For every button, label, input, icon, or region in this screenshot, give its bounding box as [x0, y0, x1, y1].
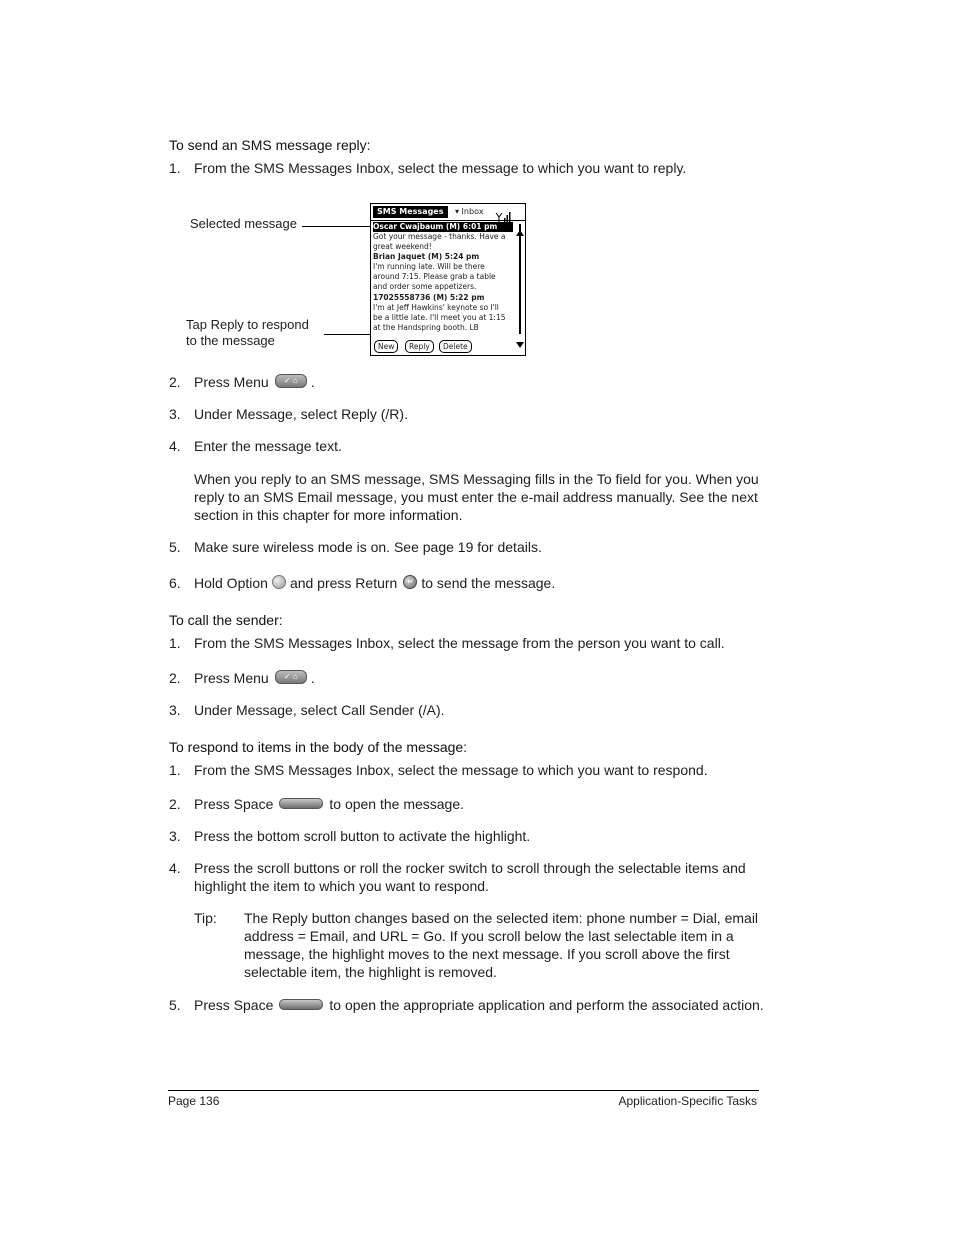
- callout-tap-reply: Tap Reply to respond to the message: [186, 317, 309, 348]
- step-text-post: .: [310, 374, 315, 390]
- step-text: Press the scroll buttons or roll the rocker switch to scroll through the selectable items and highlight the item to which you want to respond.: [194, 860, 746, 894]
- step-number: 4.: [169, 860, 181, 876]
- screen-title: SMS Messages: [373, 206, 448, 218]
- footer-rule: [168, 1090, 759, 1091]
- step-number: 4.: [169, 438, 181, 454]
- step-text: Press the bottom scroll button to activate the highlight.: [194, 828, 531, 844]
- reply-button[interactable]: Reply: [405, 340, 434, 353]
- step-text-pre: Press Space: [194, 796, 274, 812]
- step-text-post: to open the message.: [329, 796, 465, 812]
- step-number: 1.: [169, 160, 181, 176]
- step-text: From the SMS Messages Inbox, select the message to which you want to reply.: [194, 160, 687, 176]
- section-heading-send-reply: To send an SMS message reply:: [169, 137, 371, 153]
- space-key-icon: [279, 798, 323, 809]
- step-text: [194, 373, 315, 391]
- message-line: at the Handspring booth. LB: [373, 323, 479, 332]
- callout-selected-message: Selected message: [190, 216, 297, 231]
- option-key-icon: [272, 575, 286, 589]
- message-header[interactable]: 17025558736 (M) 5:22 pm: [373, 293, 485, 302]
- chapter-title: Application-Specific Tasks: [618, 1094, 757, 1108]
- step-text-mid: and press Return: [289, 575, 398, 591]
- step-text-post: to send the message.: [421, 575, 556, 591]
- message-line: be a little late. I'll meet you at 1:15: [373, 313, 506, 322]
- step-number: 6.: [169, 575, 181, 591]
- step-number: 2.: [169, 670, 181, 686]
- space-key-icon: [279, 999, 323, 1010]
- section-heading-call-sender: To call the sender:: [169, 612, 283, 628]
- tip-label: Tip:: [194, 910, 217, 926]
- scrollbar[interactable]: [519, 224, 521, 334]
- step-text: Under Message, select Reply (/R).: [194, 406, 408, 422]
- message-line: great weekend!: [373, 242, 432, 251]
- inbox-category-picker[interactable]: ▾ Inbox: [455, 207, 484, 216]
- step-text-post: to open the appropriate application and perform the associated action.: [329, 997, 764, 1013]
- step-text: [194, 996, 769, 1014]
- page-number: Page 136: [168, 1094, 220, 1108]
- message-line: I'm at Jeff Hawkins' keynote so I'll: [373, 303, 499, 312]
- step-text: Enter the message text.: [194, 438, 342, 454]
- step-number: 3.: [169, 702, 181, 718]
- step-text: Make sure wireless mode is on. See page 19 for details.: [194, 539, 542, 555]
- step-text-pre: Press Space: [194, 997, 274, 1013]
- new-button[interactable]: New: [374, 340, 398, 353]
- step-number: 5.: [169, 997, 181, 1013]
- step-paragraph: When you reply to an SMS message, SMS Messaging fills in the To field for you. When you reply to an SMS Email message, you must enter the e-mail address manually. See the next section in this chapter for more information.: [194, 471, 759, 523]
- step-text: From the SMS Messages Inbox, select the message to which you want to respond.: [194, 762, 708, 778]
- step-text: [194, 669, 315, 687]
- message-line: and order some appetizers.: [373, 282, 477, 291]
- step-text-pre: Press Menu: [194, 670, 269, 686]
- signal-strength-icon: [495, 207, 511, 217]
- step-number: 2.: [169, 796, 181, 812]
- step-number: 3.: [169, 828, 181, 844]
- return-key-icon: ↵: [403, 575, 417, 589]
- callout-line: [302, 226, 372, 227]
- message-line: around 7:15. Please grab a table: [373, 272, 496, 281]
- message-line: I'm running late. Will be there: [373, 262, 485, 271]
- message-header[interactable]: Brian Jaquet (M) 5:24 pm: [373, 252, 480, 261]
- tip-text: The Reply button changes based on the selected item: phone number = Dial, email address = Email, and URL = Go. If you scroll below the last selectable item in a message, the highlight moves to the next message. If you scroll above the first selectable item, the highlight is removed.: [244, 910, 759, 980]
- step-text: [194, 574, 555, 592]
- step-number: 5.: [169, 539, 181, 555]
- menu-key-icon: ✓ ⌂: [275, 670, 307, 684]
- title-divider: [371, 220, 525, 221]
- section-heading-respond-items: To respond to items in the body of the message:: [169, 739, 468, 755]
- menu-key-icon: ✓ ⌂: [275, 374, 307, 388]
- message-line: Got your message - thanks. Have a: [373, 232, 506, 241]
- step-number: 1.: [169, 762, 181, 778]
- step-text: Under Message, select Call Sender (/A).: [194, 702, 445, 718]
- step-number: 2.: [169, 374, 181, 390]
- step-text: From the SMS Messages Inbox, select the message from the person you want to call.: [194, 635, 725, 651]
- step-number: 1.: [169, 635, 181, 651]
- sms-inbox-screenshot: [370, 203, 526, 356]
- step-text: [194, 795, 464, 813]
- step-text-pre: Press Menu: [194, 374, 269, 390]
- selected-message-header[interactable]: Oscar Cwajbaum (M) 6:01 pm: [373, 222, 513, 232]
- scroll-down-arrow-icon[interactable]: [516, 333, 524, 339]
- step-text-pre: Hold Option: [194, 575, 268, 591]
- step-number: 3.: [169, 406, 181, 422]
- step-text-post: .: [310, 670, 315, 686]
- delete-button[interactable]: Delete: [439, 340, 472, 353]
